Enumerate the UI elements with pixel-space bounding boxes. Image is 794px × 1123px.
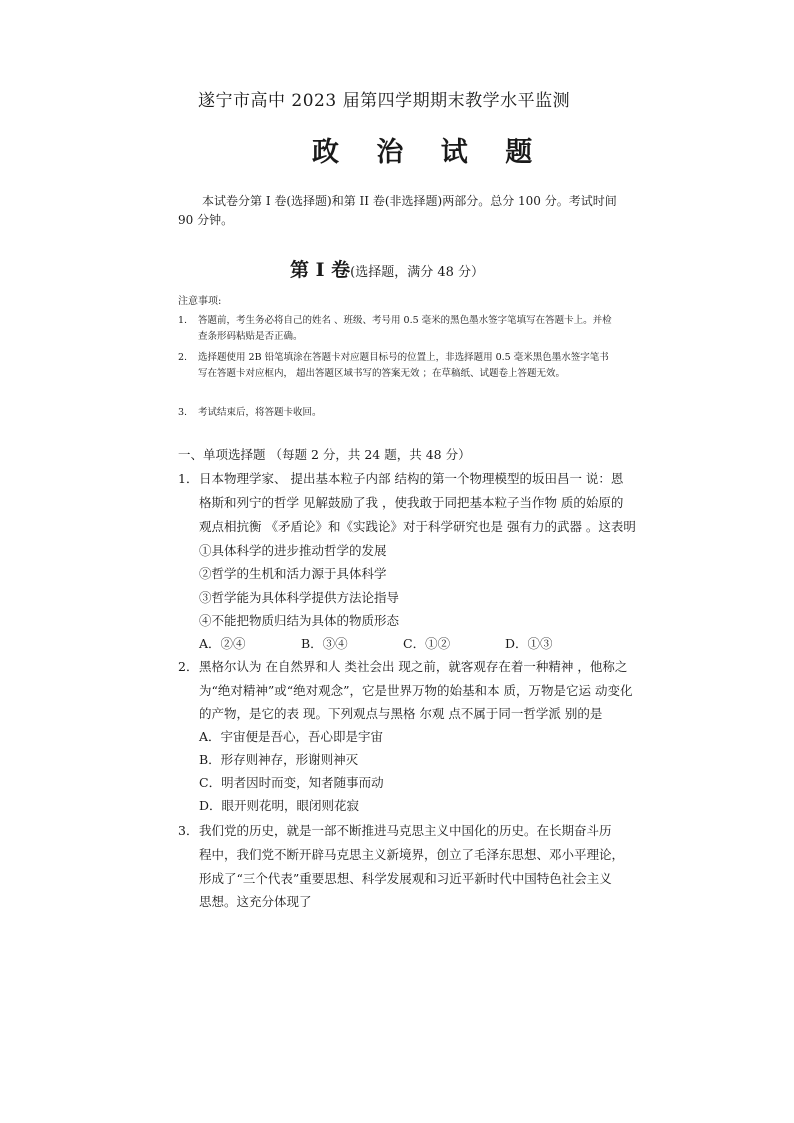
notice-item-text: 答题前，考生务必将自己的姓名 、班级、考号用 0.5 毫米的黑色墨水签字笔填写在答题卡上。并检查条形码粘贴是否正确。 [198, 315, 612, 342]
notice-item-text: 考试结束后，将答题卡收回。 [198, 407, 322, 418]
question-number: 2． [178, 659, 199, 674]
question-text-line: 黑格尔认为 在自然界和人 类社会出 现之前，就客观存在着一种精神 ，他称之 [199, 659, 628, 674]
statement-option: ③哲学能为具体科学提供方法论指导 [199, 590, 400, 605]
notice-item-number: 2. [178, 352, 188, 363]
question-number: 3． [178, 823, 199, 838]
notice-item-text: 选择题使用 2B 铅笔填涂在答题卡对应题目标号的位置上，非选择题用 0.5 毫米黑色墨水签字笔书写在答题卡对应框内， 超出答题区域书写的答案无效 ；在草稿纸、试题卷上答题无效。 [198, 352, 609, 379]
question-text-line: 程中，我们党不断开辟马克思主义新境界，创立了毛泽东思想、邓小平理论， [199, 847, 625, 862]
answer-choice: C．明者因时而变，知者随事而动 [199, 775, 384, 790]
notice-item [178, 313, 618, 345]
question-text-line: 思想。这充分体现了 [199, 894, 312, 909]
part-title-main: 第 Ⅰ 卷 [290, 259, 351, 281]
question-text-line: 日本物理学家、 提出基本粒子内部 结构的第一个物理模型的坂田昌一 说：恩 [199, 471, 624, 486]
question-text-line: 的产物，是它的表 现。下列观点与黑格 尔观 点不属于同一哲学派 别的是 [199, 706, 603, 721]
exam-intro: 本试卷分第 I 卷(选择题)和第 II 卷(非选择题)两部分。总分 100 分。考试时间90 分钟。 [178, 194, 617, 227]
part-title-sub: (选择题，满分 48 分） [350, 265, 485, 280]
question-text-line: 形成了“三个代表”重要思想、科学发展观和习近平新时代中国特色社会主义 [199, 871, 612, 886]
answer-choice: B．形存则神存，形谢则神灭 [199, 752, 359, 767]
statement-option: ②哲学的生机和活力源于具体科学 [199, 566, 387, 581]
answer-choice: D．①③ [505, 636, 553, 651]
answer-choices [199, 634, 607, 652]
section-heading: 一、单项选择题 （每题 2 分，共 24 题，共 48 分） [178, 447, 471, 462]
answer-choice: D．眼开则花明，眼闭则花寂 [199, 798, 360, 813]
answer-choice: B．③④ [301, 636, 348, 651]
notice-item [178, 350, 618, 382]
answer-choice: C．①② [403, 636, 451, 651]
answer-choice: A．②④ [199, 636, 246, 651]
notice-item-number: 1. [178, 315, 188, 326]
part-title [290, 255, 484, 282]
question-text-line: 格斯和列宁的哲学 见解鼓励了我 ，使我敢于同把基本粒子当作物 质的始原的 [199, 495, 624, 510]
statement-option: ①具体科学的进步推动哲学的发展 [199, 543, 387, 558]
exam-header: 遂宁市高中 2023 届第四学期期末教学水平监测 [198, 91, 571, 111]
question-text-line: 观点相抗衡 《矛盾论》和《实践论》对于科学研究也是 强有力的武器 。这表明 [199, 519, 636, 534]
statement-option: ④不能把物质归结为具体的物质形态 [199, 613, 400, 628]
question-text-line: 我们党的历史，就是一部不断推进马克思主义中国化的历史。在长期奋斗历 [199, 823, 612, 838]
answer-choice: A．宇宙便是吾心，吾心即是宇宙 [199, 729, 384, 744]
notice-heading: 注意事项: [178, 296, 222, 307]
question-text-line: 为“绝对精神”或“绝对观念”，它是世界万物的始基和本 质，万物是它运 动变化 [199, 683, 633, 698]
question-number: 1． [178, 471, 199, 486]
subject-title: 政 治 试 题 [312, 137, 547, 168]
notice-item-number: 3. [178, 407, 188, 418]
notice-item [178, 405, 618, 421]
